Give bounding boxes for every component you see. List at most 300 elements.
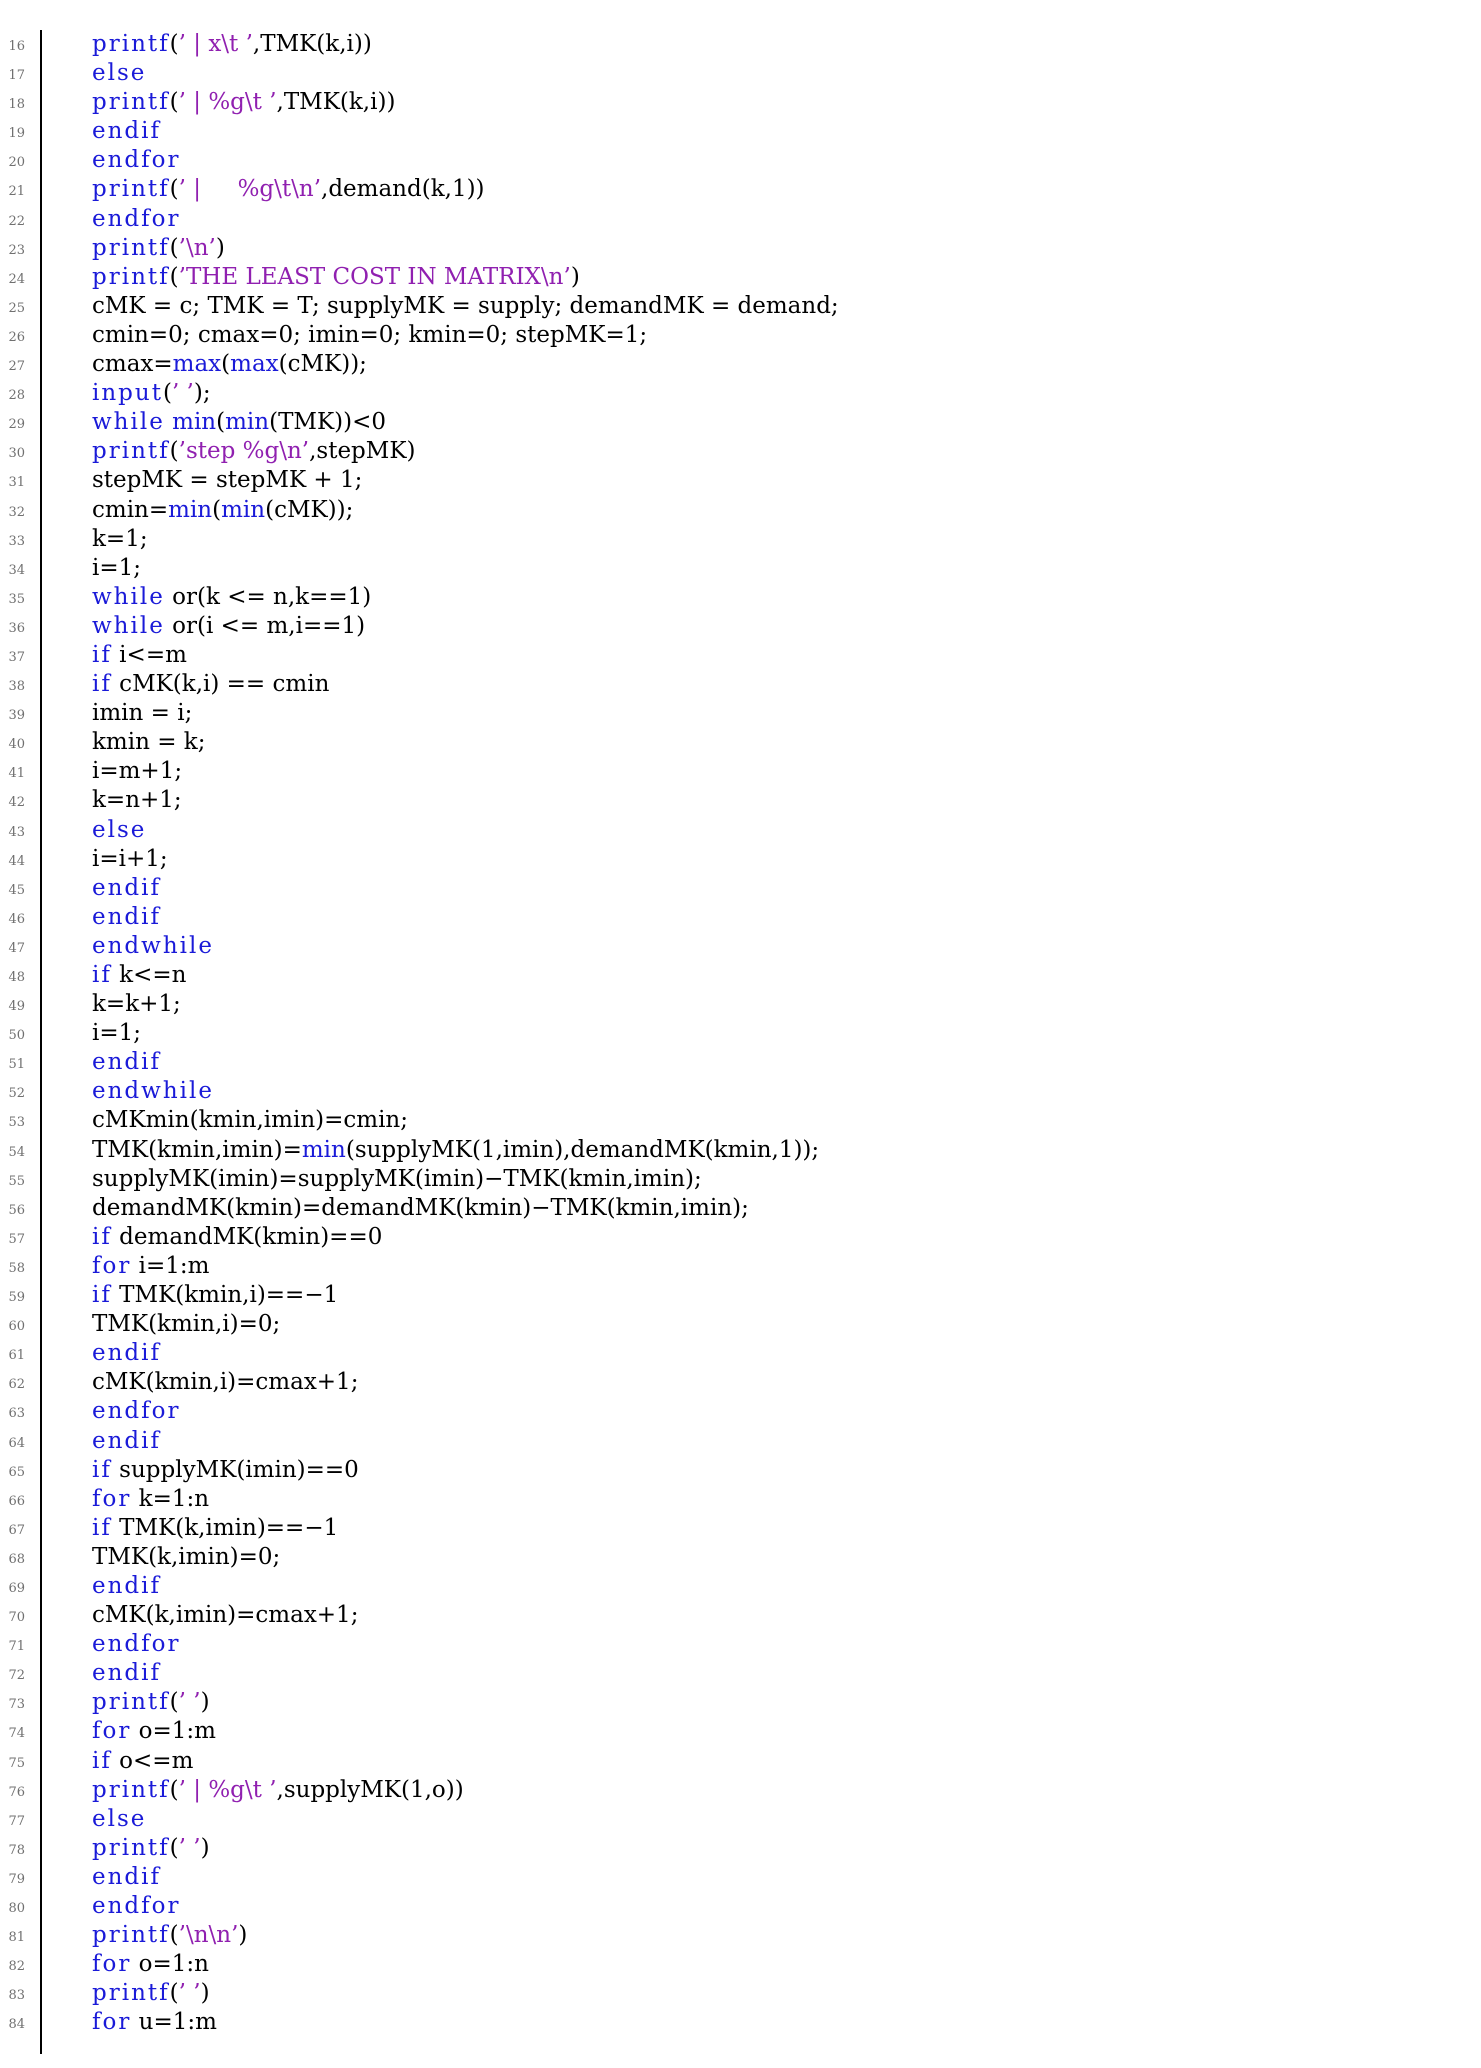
line-code — [92, 1572, 161, 1601]
code-line — [0, 932, 1481, 961]
line-number: 84 — [8, 2017, 25, 2033]
code-text: (supplyMK(1,imin),demandMK(kmin,1)); — [345, 1136, 820, 1163]
keyword: if — [92, 1747, 112, 1774]
code-line — [0, 1165, 1481, 1194]
line-number: 58 — [8, 1260, 25, 1276]
line-number: 56 — [8, 1202, 25, 1218]
code-line — [0, 583, 1481, 612]
keyword: else — [92, 816, 147, 843]
line-code — [92, 612, 365, 641]
keyword: endif — [92, 118, 162, 145]
line-number: 82 — [8, 1959, 25, 1975]
line-number: 69 — [8, 1580, 25, 1596]
string-literal: ’ ’ — [178, 1980, 201, 2007]
line-number: 43 — [8, 824, 25, 840]
code-text: ,demand(k,1)) — [321, 176, 485, 203]
code-line — [0, 292, 1481, 321]
keyword: if — [92, 1223, 112, 1250]
code-line — [0, 903, 1481, 932]
line-code — [92, 292, 839, 321]
code-text: TMK(kmin,i)==−1 — [111, 1282, 339, 1309]
keyword: endif — [92, 874, 162, 901]
line-number: 77 — [8, 1813, 25, 1829]
line-number: 74 — [8, 1726, 25, 1742]
line-code — [92, 1834, 210, 1863]
code-text: or(k <= n,k==1) — [164, 583, 372, 610]
line-number: 31 — [8, 475, 25, 491]
line-code — [92, 1485, 209, 1514]
code-text: ) — [200, 1834, 210, 1861]
line-code — [92, 146, 181, 175]
line-code — [92, 30, 372, 59]
code-text: TMK(k,imin)==−1 — [111, 1514, 339, 1541]
code-listing — [0, 30, 1481, 2037]
line-code — [92, 1921, 247, 1950]
keyword: while — [92, 409, 165, 436]
code-line — [0, 2008, 1481, 2037]
keyword: printf — [92, 1834, 170, 1861]
code-text: o<=m — [111, 1747, 194, 1774]
code-line — [0, 59, 1481, 88]
code-text: ( — [169, 89, 179, 116]
code-line — [0, 1776, 1481, 1805]
keyword: for — [92, 2009, 132, 2036]
string-literal: ’ | %g\t ’ — [178, 89, 277, 116]
code-text: o=1:m — [131, 1718, 216, 1745]
code-line — [0, 786, 1481, 815]
code-text: i=1; — [92, 1020, 142, 1047]
line-code — [92, 1514, 338, 1543]
code-text: TMK(kmin,imin)= — [92, 1136, 302, 1163]
line-number: 25 — [8, 300, 25, 316]
keyword: while — [92, 583, 165, 610]
line-code — [92, 1165, 702, 1194]
code-line — [0, 699, 1481, 728]
code-line — [0, 1397, 1481, 1426]
line-number: 66 — [8, 1493, 25, 1509]
code-text: ,supplyMK(1,o)) — [276, 1776, 464, 1803]
line-number: 62 — [8, 1377, 25, 1393]
code-text: supplyMK(imin)=supplyMK(imin)−TMK(kmin,imin); — [92, 1165, 702, 1192]
line-number: 22 — [8, 213, 25, 229]
line-code — [92, 1048, 161, 1077]
line-code — [92, 117, 161, 146]
code-line — [0, 30, 1481, 59]
code-line — [0, 845, 1481, 874]
line-code — [92, 525, 148, 554]
keyword: endfor — [92, 1398, 181, 1425]
code-line — [0, 1106, 1481, 1135]
keyword: endfor — [92, 1893, 181, 1919]
line-number: 19 — [8, 126, 25, 142]
line-code — [92, 88, 395, 117]
line-code — [92, 321, 647, 350]
code-text: imin = i; — [92, 700, 193, 727]
code-line — [0, 1601, 1481, 1630]
code-text: kmin = k; — [92, 729, 206, 756]
keyword: if — [92, 1456, 112, 1483]
function-name: min — [221, 496, 266, 523]
code-text: u=1:m — [131, 2009, 217, 2036]
code-line — [0, 1339, 1481, 1368]
line-code — [92, 1892, 181, 1921]
code-text: TMK(k,imin)=0; — [92, 1543, 281, 1570]
code-line — [0, 234, 1481, 263]
line-code — [92, 1601, 358, 1630]
code-text: cmax= — [92, 351, 173, 378]
string-literal: ’\n’ — [178, 234, 216, 261]
line-number: 54 — [8, 1144, 25, 1160]
code-line — [0, 1921, 1481, 1950]
line-number: 47 — [8, 940, 25, 956]
line-code — [92, 263, 580, 292]
code-line — [0, 1950, 1481, 1979]
line-code — [92, 583, 371, 612]
code-text: cMK(k,imin)=cmax+1; — [92, 1602, 359, 1629]
line-code — [92, 1019, 141, 1048]
code-text: i=1:m — [131, 1252, 210, 1279]
code-line — [0, 728, 1481, 757]
line-code — [92, 234, 225, 263]
keyword: if — [92, 1514, 112, 1541]
line-code — [92, 1339, 161, 1368]
code-line — [0, 612, 1481, 641]
line-number: 60 — [8, 1319, 25, 1335]
line-number: 41 — [8, 766, 25, 782]
code-text: i=1; — [92, 554, 142, 581]
code-line — [0, 496, 1481, 525]
code-text: ) — [238, 1922, 248, 1949]
code-text: ( — [169, 438, 179, 465]
keyword: else — [92, 1805, 147, 1832]
code-line — [0, 437, 1481, 466]
line-number: 57 — [8, 1231, 25, 1247]
code-text: ) — [200, 1980, 210, 2007]
string-literal: ’ | x\t ’ — [178, 31, 253, 57]
code-text: cMKmin(kmin,imin)=cmin; — [92, 1107, 408, 1134]
line-code — [92, 903, 161, 932]
keyword: printf — [92, 89, 170, 116]
keyword: endif — [92, 1340, 162, 1367]
string-literal: ’THE LEAST COST IN MATRIX\n’ — [178, 263, 571, 290]
line-number: 81 — [8, 1930, 25, 1946]
code-text: ( — [169, 1980, 179, 2007]
code-line — [0, 408, 1481, 437]
line-code — [92, 1776, 464, 1805]
string-literal: ’step %g\n’ — [178, 438, 310, 465]
string-literal: ’\n\n’ — [178, 1922, 239, 1949]
code-text: ,TMK(k,i)) — [252, 31, 372, 57]
line-code — [92, 641, 187, 670]
code-text: cMK = c; TMK = T; supplyMK = supply; demandMK = demand; — [92, 292, 839, 319]
line-number: 45 — [8, 882, 25, 898]
line-code — [92, 1077, 214, 1106]
line-code — [92, 1979, 210, 2008]
code-line — [0, 1892, 1481, 1921]
line-code — [92, 699, 192, 728]
keyword: printf — [92, 176, 170, 203]
line-number: 20 — [8, 155, 25, 171]
line-code — [92, 205, 181, 234]
code-line — [0, 1019, 1481, 1048]
keyword: printf — [92, 1922, 170, 1949]
code-line — [0, 466, 1481, 495]
line-number: 78 — [8, 1842, 25, 1858]
line-number: 23 — [8, 242, 25, 258]
keyword: endif — [92, 903, 162, 930]
keyword: endif — [92, 1660, 162, 1687]
code-text: ) — [570, 263, 580, 290]
code-line — [0, 1572, 1481, 1601]
line-number: 67 — [8, 1522, 25, 1538]
keyword: while — [92, 612, 165, 639]
line-number: 21 — [8, 184, 25, 200]
code-text: (cMK)); — [278, 351, 367, 378]
line-number: 83 — [8, 1988, 25, 2004]
line-number: 63 — [8, 1406, 25, 1422]
code-line — [0, 961, 1481, 990]
line-code — [92, 1427, 161, 1456]
code-text: ,stepMK) — [309, 438, 416, 465]
line-code — [92, 350, 367, 379]
code-line — [0, 1427, 1481, 1456]
line-number: 68 — [8, 1551, 25, 1567]
code-text: cMK(k,i) == cmin — [111, 671, 330, 698]
line-code — [92, 1136, 819, 1165]
code-line — [0, 1543, 1481, 1572]
code-line — [0, 1485, 1481, 1514]
line-number: 70 — [8, 1610, 25, 1626]
string-literal: ’ ’ — [178, 1689, 201, 1716]
code-line — [0, 1310, 1481, 1339]
line-number: 49 — [8, 999, 25, 1015]
keyword: for — [92, 1951, 132, 1978]
line-number: 53 — [8, 1115, 25, 1131]
code-line — [0, 1630, 1481, 1659]
function-name: min — [172, 409, 217, 436]
line-code — [92, 496, 353, 525]
code-line — [0, 554, 1481, 583]
line-code — [92, 874, 161, 903]
code-line — [0, 175, 1481, 204]
line-number: 65 — [8, 1464, 25, 1480]
line-number: 71 — [8, 1639, 25, 1655]
line-code — [92, 1310, 280, 1339]
code-text: k=k+1; — [92, 991, 181, 1018]
keyword: printf — [92, 1980, 170, 2007]
line-number: 17 — [8, 68, 25, 84]
function-name: min — [225, 409, 270, 436]
code-line — [0, 379, 1481, 408]
code-text: ( — [212, 496, 222, 523]
line-code — [92, 961, 186, 990]
code-text: demandMK(kmin)=demandMK(kmin)−TMK(kmin,imin); — [92, 1194, 749, 1221]
keyword: printf — [92, 263, 170, 290]
code-line — [0, 1717, 1481, 1746]
function-name: max — [172, 351, 222, 378]
code-line — [0, 205, 1481, 234]
line-code — [92, 1688, 210, 1717]
function-name: min — [301, 1136, 346, 1163]
line-code — [92, 670, 329, 699]
keyword: endwhile — [92, 932, 214, 959]
line-code — [92, 845, 168, 874]
function-name: max — [230, 351, 279, 378]
line-number: 76 — [8, 1784, 25, 1800]
line-code — [92, 1630, 181, 1659]
line-number: 50 — [8, 1028, 25, 1044]
code-text: ) — [215, 234, 225, 261]
line-code — [92, 1805, 146, 1834]
line-code — [92, 728, 206, 757]
line-number: 72 — [8, 1668, 25, 1684]
line-code — [92, 1747, 193, 1776]
code-line — [0, 350, 1481, 379]
code-text: cmin=0; cmax=0; imin=0; kmin=0; stepMK=1; — [92, 321, 648, 348]
keyword: endfor — [92, 1631, 181, 1658]
code-line — [0, 1223, 1481, 1252]
line-code — [92, 1456, 359, 1485]
string-literal: ’ | %g\t\n’ — [178, 176, 322, 203]
line-number: 38 — [8, 679, 25, 695]
keyword: printf — [92, 234, 170, 261]
code-text: k<=n — [111, 962, 187, 988]
code-text: supplyMK(imin)==0 — [111, 1456, 359, 1483]
code-line — [0, 990, 1481, 1019]
line-number: 64 — [8, 1435, 25, 1451]
string-literal: ’ ’ — [178, 1834, 201, 1861]
line-number: 61 — [8, 1348, 25, 1364]
code-line — [0, 1281, 1481, 1310]
keyword: endwhile — [92, 1078, 214, 1105]
keyword: printf — [92, 1776, 170, 1803]
line-code — [92, 1281, 338, 1310]
line-code — [92, 932, 214, 961]
line-code — [92, 1397, 181, 1426]
code-line — [0, 1252, 1481, 1281]
line-code — [92, 990, 181, 1019]
line-code — [92, 466, 362, 495]
code-line — [0, 670, 1481, 699]
code-line — [0, 757, 1481, 786]
code-text: ,TMK(k,i)) — [276, 89, 396, 116]
code-text: stepMK = stepMK + 1; — [92, 467, 363, 494]
code-text: ( — [162, 380, 172, 407]
line-number: 75 — [8, 1755, 25, 1771]
line-number: 40 — [8, 737, 25, 753]
line-number: 35 — [8, 591, 25, 607]
line-number: 18 — [8, 97, 25, 113]
code-line — [0, 525, 1481, 554]
code-line — [0, 1514, 1481, 1543]
code-line — [0, 1136, 1481, 1165]
line-code — [92, 175, 485, 204]
line-code — [92, 1659, 161, 1688]
code-line — [0, 1077, 1481, 1106]
code-text: TMK(kmin,i)=0; — [92, 1311, 281, 1338]
line-code — [92, 554, 141, 583]
code-text: ( — [169, 234, 179, 261]
line-code — [92, 437, 416, 466]
line-code — [92, 2008, 217, 2037]
keyword: if — [92, 962, 112, 988]
code-line — [0, 874, 1481, 903]
keyword: else — [92, 60, 147, 87]
code-text: (cMK)); — [265, 496, 354, 523]
line-number: 24 — [8, 271, 25, 287]
code-text: (TMK))<0 — [269, 409, 386, 436]
code-line — [0, 1863, 1481, 1892]
line-code — [92, 1252, 210, 1281]
line-number: 55 — [8, 1173, 25, 1189]
keyword: endif — [92, 1049, 162, 1076]
line-number: 52 — [8, 1086, 25, 1102]
keyword: endif — [92, 1572, 162, 1599]
code-text: ( — [169, 176, 179, 203]
code-text: ( — [169, 263, 179, 290]
code-text: demandMK(kmin)==0 — [111, 1223, 383, 1250]
string-literal: ’ ’ — [171, 380, 194, 407]
keyword: for — [92, 1252, 132, 1279]
code-text: k=1:n — [131, 1485, 210, 1512]
line-code — [92, 786, 182, 815]
code-text: ( — [169, 1922, 179, 1949]
code-line — [0, 1048, 1481, 1077]
line-number: 33 — [8, 533, 25, 549]
code-line — [0, 1805, 1481, 1834]
line-number: 26 — [8, 329, 25, 345]
code-line — [0, 88, 1481, 117]
line-code — [92, 816, 146, 845]
line-number: 51 — [8, 1057, 25, 1073]
code-text: or(i <= m,i==1) — [164, 612, 366, 639]
line-number: 27 — [8, 359, 25, 375]
keyword: endif — [92, 1863, 162, 1890]
line-number: 80 — [8, 1901, 25, 1916]
code-text: ( — [216, 409, 226, 436]
keyword: printf — [92, 31, 170, 57]
line-number: 34 — [8, 562, 25, 578]
code-line — [0, 1456, 1481, 1485]
code-text: ( — [169, 1834, 179, 1861]
code-line — [0, 1747, 1481, 1776]
line-code — [92, 1223, 382, 1252]
string-literal: ’ | %g\t ’ — [178, 1776, 277, 1803]
line-number: 42 — [8, 795, 25, 811]
code-line — [0, 1834, 1481, 1863]
code-line — [0, 146, 1481, 175]
line-number: 46 — [8, 911, 25, 927]
line-number: 73 — [8, 1697, 25, 1713]
code-text: cMK(kmin,i)=cmax+1; — [92, 1369, 359, 1396]
line-code — [92, 1543, 280, 1572]
line-number: 16 — [8, 39, 25, 54]
code-line — [0, 816, 1481, 845]
function-name: min — [168, 496, 213, 523]
line-number: 30 — [8, 446, 25, 462]
line-code — [92, 379, 211, 408]
keyword: endif — [92, 1427, 162, 1454]
code-line — [0, 1194, 1481, 1223]
line-code — [92, 1950, 209, 1979]
line-number: 79 — [8, 1871, 25, 1887]
keyword: input — [92, 380, 163, 407]
keyword: if — [92, 1282, 112, 1309]
code-line — [0, 263, 1481, 292]
code-line — [0, 1979, 1481, 2008]
keyword: for — [92, 1485, 132, 1512]
line-code — [92, 1106, 408, 1135]
